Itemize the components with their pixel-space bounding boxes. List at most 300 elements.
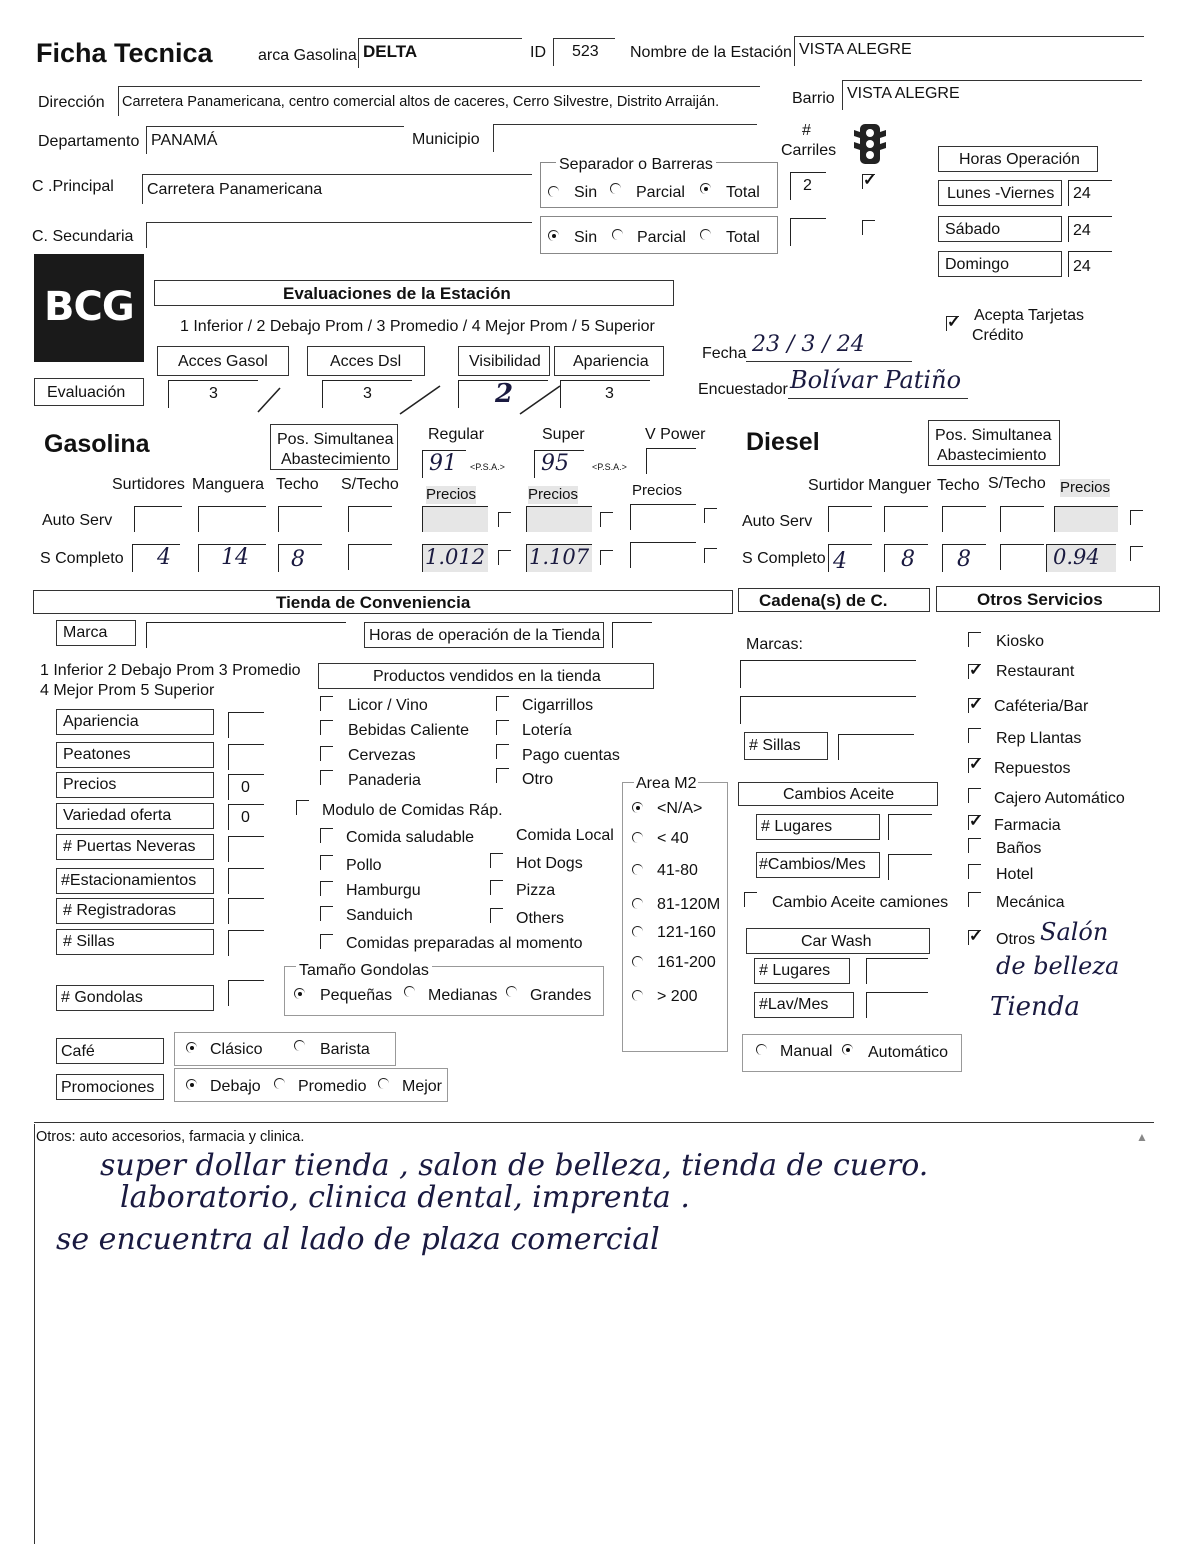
mejor-radio[interactable] xyxy=(378,1078,389,1089)
gas-auto-precio-vpower[interactable] xyxy=(630,504,696,530)
dsl-sc-stecho[interactable] xyxy=(1000,544,1044,570)
sillas-field[interactable] xyxy=(228,930,264,956)
area-radio[interactable] xyxy=(632,990,643,1001)
medianas-label: Medianas xyxy=(428,987,498,1004)
precios-field[interactable] xyxy=(228,774,264,800)
form-title: Ficha Tecnica xyxy=(36,38,213,68)
pequenas-label: Pequeñas xyxy=(320,987,393,1004)
dsl-auto-stecho[interactable] xyxy=(1000,506,1044,532)
dsl-auto-surtidor[interactable] xyxy=(828,506,872,532)
horas-header xyxy=(938,146,1098,172)
banos-checkbox[interactable] xyxy=(968,838,981,853)
dsl-sc-precio[interactable] xyxy=(1046,544,1116,572)
preparadas-checkbox[interactable] xyxy=(320,934,333,949)
super-octane-field[interactable] xyxy=(534,450,584,478)
cambios-lugares-box xyxy=(756,814,880,840)
hotel-checkbox[interactable] xyxy=(968,864,981,879)
apariencia-box xyxy=(56,709,214,735)
camiones-label: Cambio Aceite camiones xyxy=(772,894,949,911)
farmacia-label: Farmacia xyxy=(994,817,1061,834)
clasico-label: Clásico xyxy=(210,1041,263,1058)
gas-sc-precio-regular[interactable] xyxy=(422,544,488,572)
hotdogs-label: Hot Dogs xyxy=(516,855,583,872)
encuestador-label: Encuestador xyxy=(698,381,788,398)
gas-auto-precio-regular[interactable] xyxy=(422,506,488,532)
cw-lugares-box xyxy=(754,958,850,984)
departamento-field[interactable] xyxy=(146,126,404,154)
cafe-label: Café xyxy=(61,1043,95,1060)
cw-lav-box xyxy=(754,992,854,1018)
cajero-checkbox[interactable] xyxy=(968,788,981,803)
encuestador-underline xyxy=(788,398,968,399)
psa-1: <P.S.A.> xyxy=(470,462,505,472)
precios-field-value: 0 xyxy=(241,779,250,796)
area-label: Area M2 xyxy=(636,775,697,792)
promedio-label: Promedio xyxy=(298,1078,367,1095)
diesel-title: Diesel xyxy=(746,428,820,456)
gas-auto-stecho[interactable] xyxy=(348,506,392,532)
sep1-total-label: Total xyxy=(726,184,760,201)
peatones-box xyxy=(56,742,214,768)
repuestos-label: Repuestos xyxy=(994,760,1071,777)
puertas-field[interactable] xyxy=(228,836,264,862)
dsl-auto-manguer[interactable] xyxy=(884,506,928,532)
debajo-radio[interactable] xyxy=(186,1079,197,1090)
loteria-label: Lotería xyxy=(522,722,572,739)
marca-value: DELTA xyxy=(363,42,418,61)
municipio-field[interactable] xyxy=(493,124,757,152)
tienda-marca-label: Marca xyxy=(63,624,108,641)
productos-label: Productos vendidos en la tienda xyxy=(373,668,601,685)
pizza-checkbox[interactable] xyxy=(490,880,503,895)
notes-line-3: se encuentra al lado de plaza comercial xyxy=(56,1222,660,1257)
barrio-value: VISTA ALEGRE xyxy=(847,85,960,102)
sep1-parcial-label: Parcial xyxy=(636,184,685,201)
dsl-auto-techo[interactable] xyxy=(942,506,986,532)
apariencia-field[interactable] xyxy=(228,712,264,738)
dom-field[interactable] xyxy=(1068,251,1112,277)
dsl-col-manguer: Manguer xyxy=(868,477,932,494)
preparadas-label: Comidas preparadas al momento xyxy=(346,935,583,952)
cw-lav-label: #Lav/Mes xyxy=(759,996,829,1013)
vpower-octane-field[interactable] xyxy=(646,448,696,474)
super-octane-value: 95 xyxy=(541,451,569,476)
gondolas-box xyxy=(56,985,214,1011)
carriles-field[interactable] xyxy=(790,172,826,200)
marcas-field-2[interactable] xyxy=(740,696,916,724)
cprincipal-value: Carretera Panamericana xyxy=(147,181,323,198)
area-radio[interactable] xyxy=(632,832,643,843)
gas-sc-precio-super[interactable] xyxy=(526,544,592,572)
farmacia-checkbox[interactable] xyxy=(968,815,981,830)
carwash-title: Car Wash xyxy=(801,933,872,950)
others-checkbox[interactable] xyxy=(490,908,503,923)
dsl-sc-manguer-value: 8 xyxy=(901,547,915,572)
saludable-checkbox[interactable] xyxy=(320,828,333,843)
variedad-label: Variedad oferta xyxy=(63,807,172,824)
sep2-sin-label: Sin xyxy=(574,229,598,246)
cprincipal-field[interactable] xyxy=(142,174,532,204)
dsl-sc-surtidor[interactable] xyxy=(828,544,872,572)
camiones-checkbox[interactable] xyxy=(744,892,757,907)
puertas-label: # Puertas Neveras xyxy=(63,838,196,855)
acces-gasol-header xyxy=(157,346,289,376)
cad-sillas-label: # Sillas xyxy=(749,737,801,754)
dsl-col-precios: Precios xyxy=(1060,479,1111,496)
gas-auto-techo[interactable] xyxy=(278,506,322,532)
col-surtidores: Surtidores xyxy=(112,476,185,493)
automatico-label: Automático xyxy=(868,1044,949,1061)
cafeteria-label: Caféteria/Bar xyxy=(994,698,1089,715)
dsl-sc-techo-value: 8 xyxy=(957,547,971,572)
tarjetas-checkbox[interactable] xyxy=(946,316,959,331)
estacionamientos-box xyxy=(56,868,214,894)
pizza-label: Pizza xyxy=(516,882,556,899)
cambios-mes-field[interactable] xyxy=(888,854,932,880)
mecanica-label: Mecánica xyxy=(996,894,1065,911)
cadena-header xyxy=(738,588,930,612)
pequenas-radio[interactable] xyxy=(294,988,305,999)
acces-dsl-label: Acces Dsl xyxy=(330,353,402,370)
dom-value: 24 xyxy=(1073,258,1091,275)
dsl-row-auto: Auto Serv xyxy=(742,513,813,530)
tienda-horas-field[interactable] xyxy=(612,622,652,648)
gas-sc-manguera-value: 14 xyxy=(221,545,249,570)
gas-auto-precio-super[interactable] xyxy=(526,506,592,532)
barrio-field[interactable] xyxy=(842,80,1142,110)
hamburgu-checkbox[interactable] xyxy=(320,881,333,896)
medianas-radio[interactable] xyxy=(404,986,415,997)
otros-label: Otros xyxy=(996,931,1036,948)
departamento-label: Departamento xyxy=(38,133,140,150)
encuestador-value: Bolívar Patiño xyxy=(790,366,962,394)
cigarrillos-checkbox[interactable] xyxy=(496,696,509,711)
logo-text: BCG xyxy=(44,284,134,330)
gas-sc-super-check[interactable] xyxy=(600,550,613,565)
direccion-field[interactable] xyxy=(118,86,760,116)
llantas-checkbox[interactable] xyxy=(968,728,981,743)
direccion-value: Carretera Panamericana, centro comercial altos de caceres, Cerro Silvestre, Distrito Arraiján. xyxy=(122,94,720,110)
area-radio[interactable] xyxy=(632,898,643,909)
marcas-label: Marcas: xyxy=(746,636,803,653)
mejor-label: Mejor xyxy=(402,1078,443,1095)
notes-line-2: laboratorio, clinica dental, imprenta . xyxy=(120,1180,690,1215)
fecha-value: 23 / 3 / 24 xyxy=(752,332,865,357)
gas-sc-regular-check[interactable] xyxy=(498,550,511,565)
modulo-checkbox[interactable] xyxy=(296,800,309,815)
clasico-radio[interactable] xyxy=(186,1042,197,1053)
gas-sc-vpower-check[interactable] xyxy=(704,548,717,563)
sep2-total-label: Total xyxy=(726,229,760,246)
area-radio[interactable] xyxy=(632,864,643,875)
automatico-radio[interactable] xyxy=(842,1044,853,1055)
debajo-label: Debajo xyxy=(210,1078,261,1095)
csecundaria-field[interactable] xyxy=(146,222,532,248)
registradoras-field[interactable] xyxy=(228,898,264,924)
sep2-parcial-label: Parcial xyxy=(637,229,686,246)
gas-sc-stecho[interactable] xyxy=(348,544,392,570)
eval-gasol-value: 3 xyxy=(209,385,218,402)
puertas-box xyxy=(56,834,214,860)
kiosko-checkbox[interactable] xyxy=(968,632,981,647)
sillas-box xyxy=(56,929,214,955)
csecundaria-label: C. Secundaria xyxy=(32,228,134,245)
grandes-radio[interactable] xyxy=(506,986,517,997)
dsl-row-scompleto: S Completo xyxy=(742,550,826,567)
precios-box xyxy=(56,772,214,798)
comida-local-label: Comida Local xyxy=(516,827,614,844)
dsl-auto-check[interactable] xyxy=(1130,510,1143,525)
sanduich-checkbox[interactable] xyxy=(320,906,333,921)
municipio-label: Municipio xyxy=(412,131,480,148)
col-stecho: S/Techo xyxy=(341,476,399,493)
otro-checkbox[interactable] xyxy=(496,768,509,783)
gas-sc-surtidores[interactable] xyxy=(132,544,180,572)
horas-label: Horas Operación xyxy=(959,151,1080,168)
vpower-label: V Power xyxy=(645,426,706,443)
sab-label: Sábado xyxy=(945,221,1001,238)
fecha-label: Fecha xyxy=(702,345,747,362)
gas-sc-precio-vpower[interactable] xyxy=(630,542,696,568)
eval-slashes xyxy=(250,378,590,418)
dsl-auto-precio[interactable] xyxy=(1054,506,1118,532)
gas-auto-regular-check[interactable] xyxy=(498,512,511,527)
sep1-parcial-radio[interactable] xyxy=(610,183,621,194)
tienda-marca-field[interactable] xyxy=(146,622,346,648)
pollo-checkbox[interactable] xyxy=(320,855,333,870)
otros-hw-3: Tienda xyxy=(990,992,1080,1022)
cafeteria-checkbox[interactable] xyxy=(968,698,981,713)
marca-label: arca Gasolina xyxy=(258,47,357,64)
dsl-sc-check[interactable] xyxy=(1130,546,1143,561)
col-manguera: Manguera xyxy=(192,476,265,493)
regular-label: Regular xyxy=(428,426,485,443)
carriles-value: 2 xyxy=(803,177,812,194)
gas-row-auto: Auto Serv xyxy=(42,512,113,529)
semaforo-checkbox-2[interactable] xyxy=(862,220,875,235)
lv-label-box xyxy=(938,180,1062,206)
acces-dsl-header xyxy=(307,346,425,376)
hamburgu-label: Hamburgu xyxy=(346,882,421,899)
sep1-sin-label: Sin xyxy=(574,184,598,201)
eval-dsl-value: 3 xyxy=(363,385,372,402)
repuestos-checkbox[interactable] xyxy=(968,758,981,773)
area-radio[interactable] xyxy=(632,956,643,967)
cambios-mes-label: #Cambios/Mes xyxy=(759,856,866,873)
gas-pos-label-2: Abastecimiento xyxy=(281,451,391,468)
manual-label: Manual xyxy=(780,1043,833,1060)
cafe-label-box xyxy=(56,1038,164,1064)
dsl-col-stecho: S/Techo xyxy=(988,475,1046,492)
cad-sillas-field[interactable] xyxy=(838,734,914,760)
otros-hw-2: de belleza xyxy=(996,952,1120,980)
apariencia-label: Apariencia xyxy=(573,353,649,370)
visibilidad-header xyxy=(458,346,550,376)
variedad-field[interactable] xyxy=(228,804,264,830)
others-label: Others xyxy=(516,910,565,927)
lv-field[interactable] xyxy=(1068,180,1112,206)
pago-label: Pago cuentas xyxy=(522,747,620,764)
tarjetas-label-1: Acepta Tarjetas xyxy=(974,307,1084,324)
area-radio[interactable] xyxy=(632,926,643,937)
hotdogs-checkbox[interactable] xyxy=(490,853,503,868)
mecanica-checkbox[interactable] xyxy=(968,892,981,907)
gas-pos-label-1: Pos. Simultanea xyxy=(277,431,394,448)
peatones-field[interactable] xyxy=(228,744,264,770)
llantas-label: Rep Llantas xyxy=(996,730,1082,747)
estacionamientos-field[interactable] xyxy=(228,868,264,894)
cervezas-checkbox[interactable] xyxy=(320,746,333,761)
tienda-title: Tienda de Conveniencia xyxy=(276,593,471,612)
tarjetas-label-2: Crédito xyxy=(972,327,1024,344)
super-label: Super xyxy=(542,426,585,443)
cw-lugares-label: # Lugares xyxy=(759,962,831,979)
traffic-light-icon xyxy=(852,122,888,166)
dsl-sc-surtidor-value: 4 xyxy=(833,549,847,574)
otros-checkbox[interactable] xyxy=(968,930,981,945)
notes-scroll-arrow[interactable]: ▲ xyxy=(1136,1130,1148,1144)
sep2-parcial-radio[interactable] xyxy=(612,229,623,240)
lv-label: Lunes -Viernes xyxy=(947,185,1055,202)
marca-field[interactable] xyxy=(358,38,522,68)
cambios-mes-box xyxy=(756,852,880,878)
sab-field[interactable] xyxy=(1068,216,1112,242)
precios-regular-label: Precios xyxy=(426,486,477,503)
cad-sillas-box xyxy=(744,732,828,760)
cw-lugares-field[interactable] xyxy=(866,958,928,984)
marcas-field-1[interactable] xyxy=(740,660,916,688)
notes-left-line xyxy=(34,1124,35,1544)
gas-auto-super-check[interactable] xyxy=(600,512,613,527)
registradoras-label: # Registradoras xyxy=(63,902,176,919)
gas-sc-manguera[interactable] xyxy=(198,544,266,572)
carriles-field-2[interactable] xyxy=(790,218,826,246)
eval-gasol-field[interactable] xyxy=(168,380,258,408)
evaluacion-label: Evaluación xyxy=(47,384,126,401)
dom-label: Domingo xyxy=(945,256,1010,273)
gas-auto-manguera[interactable] xyxy=(198,506,266,532)
semaforo-checkbox[interactable] xyxy=(862,174,875,189)
acces-gasol-label: Acces Gasol xyxy=(178,353,268,370)
dsl-pos-box xyxy=(928,420,1060,466)
area-option-label: 161-200 xyxy=(657,954,716,971)
promos-label-box xyxy=(56,1074,164,1100)
restaurant-checkbox[interactable] xyxy=(968,664,981,679)
restaurant-label: Restaurant xyxy=(996,663,1075,680)
sab-value: 24 xyxy=(1073,222,1091,239)
sep1-total-radio[interactable] xyxy=(700,183,711,194)
kiosko-label: Kiosko xyxy=(996,633,1045,650)
nombre-value: VISTA ALEGRE xyxy=(799,41,912,58)
dom-label-box xyxy=(938,251,1062,277)
dsl-col-techo: Techo xyxy=(937,477,980,494)
gondolas-label: # Gondolas xyxy=(61,989,143,1006)
fecha-underline xyxy=(746,361,912,362)
regular-octane-value: 91 xyxy=(429,451,457,476)
evaluaciones-title: Evaluaciones de la Estación xyxy=(283,284,511,303)
nombre-field[interactable] xyxy=(794,36,1144,66)
sep1-sin-radio[interactable] xyxy=(548,186,559,197)
pago-checkbox[interactable] xyxy=(496,744,509,759)
area-option-label: 121-160 xyxy=(657,924,716,941)
cw-lav-field[interactable] xyxy=(866,992,928,1018)
bebidas-checkbox[interactable] xyxy=(320,720,333,735)
gas-auto-surtidores[interactable] xyxy=(134,506,182,532)
id-field[interactable] xyxy=(553,38,615,66)
lv-value: 24 xyxy=(1073,185,1091,202)
cambios-lugares-field[interactable] xyxy=(888,814,932,840)
cajero-label: Cajero Automático xyxy=(994,790,1125,807)
cervezas-label: Cervezas xyxy=(348,747,416,764)
dsl-pos-label-2: Abastecimiento xyxy=(937,447,1047,464)
notes-line-1: super dollar tienda , salon de belleza, tienda de cuero. xyxy=(100,1148,929,1183)
area-group xyxy=(622,782,728,1052)
licor-checkbox[interactable] xyxy=(320,696,333,711)
visibilidad-label: Visibilidad xyxy=(469,353,541,370)
cambios-lugares-label: # Lugares xyxy=(761,818,833,835)
evaluacion-label-box xyxy=(34,378,144,406)
sep2-total-radio[interactable] xyxy=(700,229,711,240)
carriles-label: Carriles xyxy=(781,142,837,159)
gas-sc-techo[interactable] xyxy=(278,544,322,572)
id-label: ID xyxy=(530,44,546,61)
dsl-pos-label-1: Pos. Simultanea xyxy=(935,427,1052,444)
otros-title: Otros Servicios xyxy=(977,590,1103,609)
direccion-label: Dirección xyxy=(38,94,105,111)
gas-auto-vpower-check[interactable] xyxy=(704,508,717,523)
gas-pos-box xyxy=(270,424,398,470)
saludable-label: Comida saludable xyxy=(346,829,475,846)
precios-vpower-label: Precios xyxy=(632,482,683,499)
tienda-marca-label-box xyxy=(56,620,136,646)
area-option-label: 41-80 xyxy=(657,862,698,879)
barista-radio[interactable] xyxy=(294,1040,305,1051)
sep2-sin-radio[interactable] xyxy=(548,230,559,241)
tienda-horas-label: Horas de operación de la Tienda xyxy=(369,627,601,644)
area-option-label: > 200 xyxy=(657,988,698,1005)
cambios-title: Cambios Aceite xyxy=(783,786,895,803)
sanduich-label: Sanduich xyxy=(346,907,413,924)
loteria-checkbox[interactable] xyxy=(496,720,509,735)
bebidas-label: Bebidas Caliente xyxy=(348,722,469,739)
peatones-label: Peatones xyxy=(63,746,131,763)
otros-hw-1: Salón xyxy=(1040,918,1109,946)
barrio-label: Barrio xyxy=(792,90,835,107)
gondolas-field[interactable] xyxy=(228,980,264,1006)
eval-apar-value: 3 xyxy=(605,385,614,402)
tienda-scale-1: 1 Inferior 2 Debajo Prom 3 Promedio xyxy=(40,662,301,679)
bcg-logo xyxy=(34,254,144,362)
regular-octane-field[interactable] xyxy=(422,450,466,478)
dsl-sc-techo[interactable] xyxy=(942,544,986,572)
pollo-label: Pollo xyxy=(346,857,382,874)
barista-label: Barista xyxy=(320,1041,370,1058)
area-radio[interactable] xyxy=(632,802,643,813)
apariencia-label-t: Apariencia xyxy=(63,713,139,730)
variedad-field-value: 0 xyxy=(241,809,250,826)
dsl-sc-manguer[interactable] xyxy=(884,544,928,572)
manual-radio[interactable] xyxy=(756,1044,767,1055)
licor-label: Licor / Vino xyxy=(348,697,428,714)
nombre-label: Nombre de la Estación xyxy=(630,44,792,61)
area-option-label: 81-120M xyxy=(657,896,721,913)
apariencia-header xyxy=(554,346,664,376)
separador-label: Separador o Barreras xyxy=(556,156,716,174)
modulo-label: Modulo de Comidas Ráp. xyxy=(322,802,503,819)
promedio-radio[interactable] xyxy=(274,1078,285,1089)
area-option-label: < 40 xyxy=(657,830,689,847)
panaderia-checkbox[interactable] xyxy=(320,770,333,785)
